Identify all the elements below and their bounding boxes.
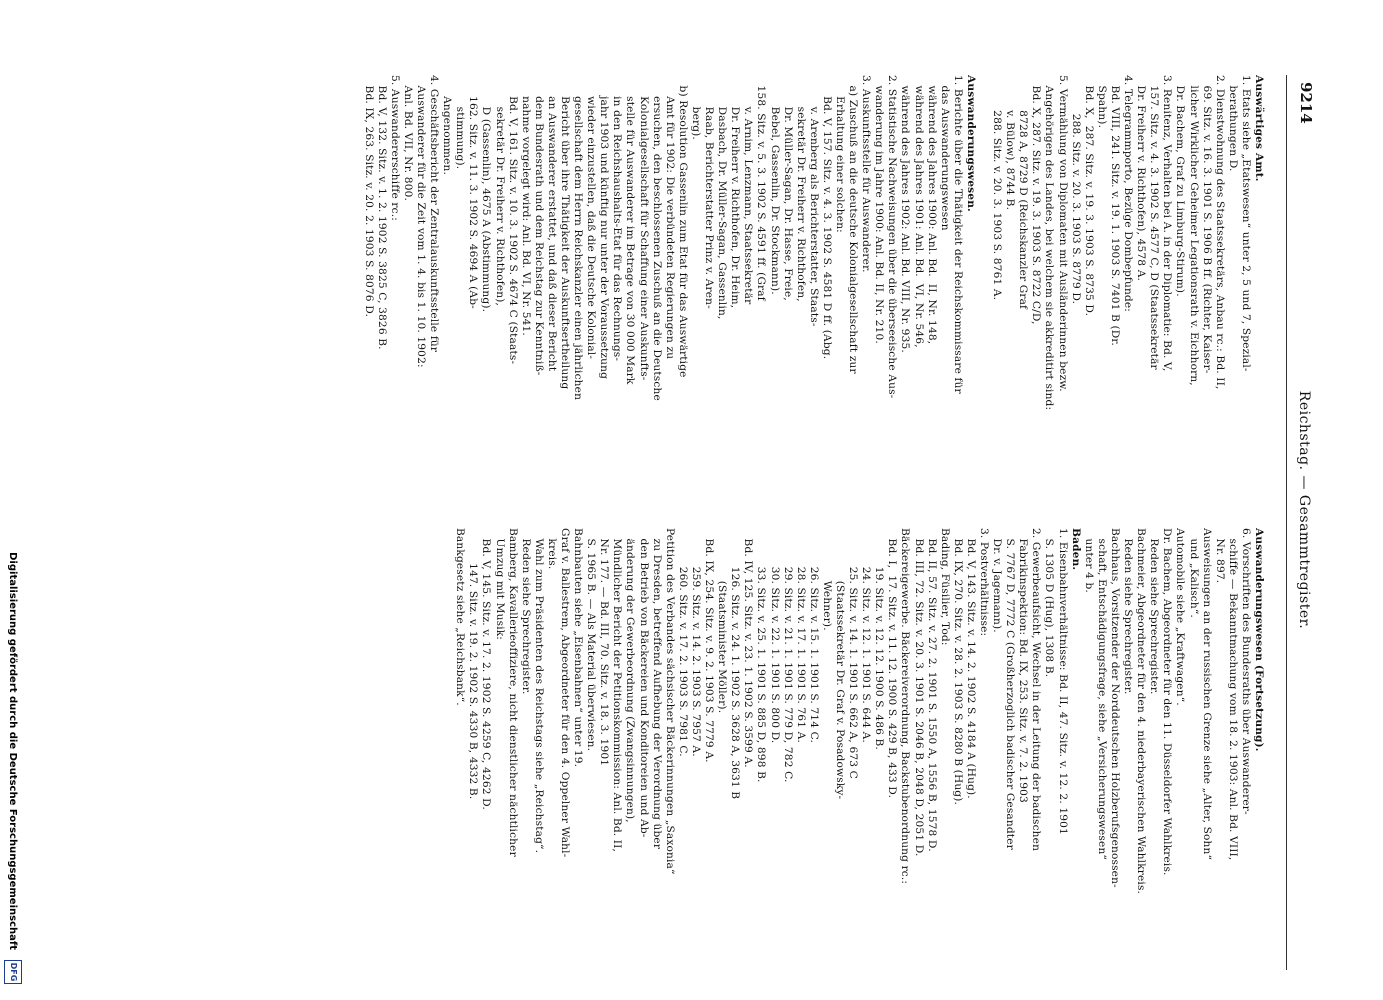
left-column-line: 157. Sitz. v. 4. 3. 1902 S. 4577 C, D (Staatssekretär <box>1148 75 1161 370</box>
right-column-line: Bäckereigewerbe. Bäckereiverordnung, Backstubenordnung rc.: <box>899 528 912 885</box>
left-column-line: sekretär Dr. Freiherr v. Richthofen), <box>493 75 506 307</box>
right-column-line: unter 4 b. <box>1082 528 1095 593</box>
right-column-line: 33. Sitz. v. 25. 1. 1901 S. 885 D, 898 B. <box>755 528 768 783</box>
left-column-line: wieder einzustellen, daß die Deutsche Kolonial- <box>585 75 598 360</box>
right-column-line: Bd. V, 143. Sitz. v. 14. 2. 1902 S. 4184 A (Hug). <box>964 528 977 799</box>
right-column-line: Dr. v. Jagemann). <box>991 528 1004 633</box>
left-column-line: Bd. X, 287. Sitz. v. 19. 3. 1903 S. 8722 C/D, <box>1030 75 1043 325</box>
left-column-line: Kolonialgesellschaft für Schaffung einer Auskunfts- <box>637 75 650 381</box>
right-column-line: 3. Postverhältnisse: <box>978 528 991 637</box>
left-column-line: 288. Sitz. v. 20. 3. 1903 S. 8761 A. <box>991 75 1004 301</box>
right-column-line: 28. Sitz. v. 17. 1. 1901 S. 761 A. <box>794 528 807 743</box>
left-column-line: während des Jahres 1901: Anl. Bd. VI, Nr. 546, <box>912 75 925 348</box>
right-column-line: schiffe — Bekanntmachung vom 18. 2. 1903: Anl. Bd. VIII, <box>1226 528 1239 861</box>
left-column-line: 69. Sitz. v. 16. 3. 1901 S. 1906 B ff. (Richter, Kaiser- <box>1200 75 1213 374</box>
left-column-line: v. Arnim, Lenzmann, Staatssekretär <box>742 75 755 305</box>
right-column-line: Bankgesetz siehe „Reichsbank“. <box>454 528 467 706</box>
right-column-line: (Staatsminister Möller). <box>716 528 729 714</box>
left-column-line: berg). <box>689 75 702 140</box>
right-column-line: Bd. I, 17. Sitz. v. 11. 12. 1900 S. 429 B, 433 D. <box>886 528 899 799</box>
left-column-line: Bd. V, 161. Sitz. v. 10. 3. 1902 S. 4674 C (Staats- <box>506 75 519 365</box>
left-column-line: jahr 1903 und künftig nur unter der Voraussetzung <box>598 75 611 380</box>
right-column-line: Bd. V, 145. Sitz. v. 17. 2. 1902 S. 4259 C, 4262 D. <box>480 528 493 810</box>
left-column-line: licher Wirklicher Geheimer Legationsrath v. Eichhorn, <box>1187 75 1200 386</box>
left-column-line: 2. Dienstwohnung des Staatssekretärs, Anbau rc.: Bd. II, <box>1213 75 1226 390</box>
left-column-line: nahme vorgelegt wird: Anl. Bd. VI, Nr. 541. <box>519 75 532 336</box>
left-column-line: wanderung im Jahre 1900: Anl. Bd. II, Nr. 210. <box>873 75 886 344</box>
left-column-line: an Auswanderer erstattet, und daß dieser Bericht <box>545 75 558 372</box>
left-column-line: Amt für 1902: Die verbündeten Regierungen zu <box>663 75 676 360</box>
right-column-line: (Staatssekretär Dr. Graf v. Posadowsky- <box>834 528 846 800</box>
left-column-line: 288. Sitz. v. 20. 3. 1903 S. 8779 D. <box>1069 75 1082 305</box>
right-column-line: 260. Sitz. v. 17. 2. 1903 S. 7981 C. <box>676 528 689 757</box>
left-column-line: stimmung). <box>454 75 467 170</box>
right-column-line: Wahl zum Präsidenten des Reichstags siehe „Reichstag“. <box>532 528 545 854</box>
left-column-line: 1. Berichte über die Thätigkeit der Reichskommissare für <box>951 75 964 394</box>
left-column-line: 3. Auskunftsstelle für Auswanderer. <box>860 75 873 273</box>
left-column-line: gesellschaft dem Herrn Reichskanzler einen jährlichen <box>572 75 585 401</box>
left-column-line: das Auswanderungswesen <box>938 75 951 231</box>
right-column-line: 25. Sitz. v. 14. 1. 1901 S. 662 A, 673 C <box>847 528 860 779</box>
right-column-line: Bachhaus, Vorsitzender der Norddeutschen Holzberufsgenossen- <box>1108 528 1121 888</box>
right-column-line: 259. Sitz. v. 14. 2. 1903 S. 7957 A. <box>689 528 702 757</box>
left-column-line: 5. Vermählung von Diplomaten mit Ausländerinnen bezw. <box>1056 75 1069 392</box>
left-column-line: sekretär Dr. Freiherr v. Richthofen, <box>794 75 807 302</box>
right-column-line: Ausweisungen an der russischen Grenze siehe „Alter, Sohn“ <box>1200 528 1213 861</box>
dfg-logo: DFG <box>4 960 22 984</box>
funding-note: Digitalisierung gefördert durch die Deutsche Forschungsgemeinschaft <box>7 552 18 950</box>
left-column-line: Dr. Müller-Sagan, Dr. Hasse, Freie, <box>781 75 794 301</box>
left-column-line <box>977 75 990 515</box>
left-column-line: in den Reichshaushalts-Etat für das Rechnungs- <box>611 75 624 362</box>
left-column-line: Erhaltung einer solchen: <box>834 75 846 233</box>
right-column-line: Nr. 177. — Bd. III, 70. Sitz. v. 18. 3. 1901 <box>598 528 611 767</box>
right-column-line: S. 7767 D, 7772 C (Großherzoglich badischer Gesandter <box>1004 528 1017 850</box>
right-column-line: Bahnbauten siehe „Eisenbahnen“ unter 19. <box>572 528 585 768</box>
right-column-line: S. 1305 D (Hug), 1308 B. <box>1043 528 1056 678</box>
left-column-line: 158. Sitz. v. 5. 3. 1902 S. 4591 ff. (Graf <box>755 75 768 301</box>
right-column-line: Bamberg, Kavallerieoffiziere, nicht dienstlicher nächtlicher <box>506 528 519 857</box>
left-column-line: dem Bundesrath und dem Reichstag zur Kenntniß- <box>532 75 545 376</box>
right-column-line: 30. Sitz. v. 22. 1. 1901 S. 800 D. <box>768 528 781 744</box>
left-column-line: während des Jahres 1900: Anl. Bd. II, Nr. 148, <box>925 75 938 345</box>
right-column-line: 26. Sitz. v. 15. 1. 1901 S. 714 C. <box>807 528 820 744</box>
right-column-line: Bd. II, 57. Sitz. v. 27. 2. 1901 S. 1550 A, 1556 B, 1578 D. <box>925 528 938 852</box>
left-column-line: v. Arenberg als Berichterstatter, Staats- <box>807 75 820 327</box>
left-column-line: Anl. Bd. VII, Nr. 800. <box>401 75 414 201</box>
left-column-line: 5. Auswandererschiffe rc.: <box>388 75 401 221</box>
right-column-line: schaft, Entschädigungsfrage, siehe „Versicherungswesen“ <box>1095 528 1108 860</box>
left-column-line: Bd. IX, 263. Sitz. v. 20. 2. 1903 S. 8076 D. <box>362 75 375 317</box>
right-column-line: Bd. IV, 125. Sitz. v. 23. 1. 1902 S. 3599 A. <box>742 528 755 768</box>
left-column-line: Dasbach, Dr. Müller-Sagan, Gassenlin, <box>716 75 729 320</box>
left-column-line: Bd. VIII, 241. Sitz. v. 19. 1. 1903 S. 7401 B (Dr. <box>1108 75 1121 346</box>
right-column-line: 1. Eisenbahnverhältnisse: Bd. II, 47. Sitz. v. 12. 2. 1901 <box>1056 528 1069 835</box>
left-column-line: stelle für Auswanderer im Betrage von 30 000 Mark <box>624 75 637 385</box>
left-column-line: Angehörigen des Landes, bei welchem sie akkreditirt sind: <box>1043 75 1056 411</box>
left-column-line: 4. Geschäftsbericht der Zentralauskunftsstelle für <box>428 75 441 353</box>
right-column-line: 147. Sitz. v. 19. 2. 1902 S. 4330 B, 4332 B. <box>467 528 480 800</box>
left-column-line: Bebel, Gassenlin, Dr. Stockmann). <box>768 75 781 295</box>
left-column-line: Bd. X, 287. Sitz. v. 19. 3. 1903 S. 8735 D. <box>1082 75 1095 317</box>
left-column-line: ersuchen, den beschlossenen Zuschuß an die Deutsche <box>650 75 663 401</box>
left-column-line: 3. Renitenz, Verhalten bei A. in der Diplomatie: Bd. V, <box>1161 75 1174 372</box>
running-head: Reichstag. — Gesammtregister. <box>1296 390 1312 630</box>
right-column-line: 2. Gewerbeaufsicht, Wechsel in der Leitung der badischen <box>1030 528 1043 852</box>
right-column-line: Reden siehe Sprechregister. <box>1148 528 1161 695</box>
right-column-line: Graf v. Ballestrem, Abgeordneter für den 4. Oppelner Wahl- <box>559 528 572 858</box>
right-column-line: Automobile siehe „Kraftwagen“. <box>1174 528 1187 706</box>
right-column <box>70 528 1265 968</box>
right-column-line: 6. Vorschriften des Bundesraths über Auswanderer- <box>1239 528 1252 815</box>
left-column-line: Bd. V, 157. Sitz. v. 4. 3. 1902 S. 4581 D ff. (Abg. <box>820 75 833 360</box>
right-column-line: Reden siehe Sprechregister. <box>519 528 532 695</box>
left-column-line: 8728 A, 8729 D (Reichskanzler Graf <box>1017 75 1030 310</box>
right-column-line: Umzug mit Musik: <box>493 528 506 641</box>
right-column-line: Bachmeier, Abgeordneter für den 4. niederbayerischen Wahlkreis. <box>1135 528 1148 895</box>
header-rule <box>1286 75 1287 970</box>
left-column-line: Spahn). <box>1095 75 1108 129</box>
right-column-line: Petition des Verbandes sächsischer Bäckerinnungen „Saxonia“ <box>663 528 676 875</box>
left-column-line: D (Gassenlin), 4675 A (Abstimmung). <box>480 75 493 313</box>
left-column-line: Raab, Berichterstatter Prinz v. Aren- <box>703 75 716 309</box>
right-column-line: 126. Sitz. v. 24. 1. 1902 S. 3628 A, 3631 B <box>729 528 742 800</box>
left-column-line: Dr. Freiherr v. Richthofen), 4578 A. <box>1135 75 1148 282</box>
left-column-line: 162. Sitz. v. 11. 3. 1902 S. 4694 A (Ab- <box>467 75 480 309</box>
right-column-line: Wehner). <box>820 528 833 631</box>
left-column <box>70 75 1265 515</box>
right-column-line: und „Kalisch“. <box>1187 528 1200 618</box>
right-column-line: Nr. 897. <box>1213 528 1226 584</box>
left-column-line: Angenommen. <box>441 75 454 176</box>
right-column-line: den Betrieb von Bäckereien und Konditoreien und Ab- <box>637 528 650 838</box>
left-column-line: Auswanderer für die Zeit vom 1. 4. bis 1. 10. 1902: <box>415 75 427 368</box>
left-column-line: Bericht über ihre Thätigkeit der Auskunftsertheilung <box>559 75 572 390</box>
left-column-line: Dr. Freiherr v. Richthofen, Dr. Heim, <box>729 75 742 309</box>
left-column-line: während des Jahres 1902: Anl. Bd. VIII, Nr. 935. <box>899 75 912 353</box>
right-column-line: Auswanderungswesen (Fortsetzung). <box>1253 528 1265 752</box>
left-column-line: 1. Etats siehe „Etatswesen“ unter 2, 5 und 7, Spezial- <box>1239 75 1252 372</box>
right-column-line: Mündlicher Bericht der Petitionskommission: Anl. Bd. II, <box>611 528 624 852</box>
page-number: 9214 <box>1297 82 1315 124</box>
left-column-line: berathungen D. <box>1226 75 1239 172</box>
left-column-line: Auswärtiges Amt. <box>1253 75 1265 182</box>
left-column-line: 4. Telegrammporto, Bezüge Dombepfunde: <box>1122 75 1135 313</box>
right-column-line: Bd. IX, 254. Sitz. v. 9. 2. 1903 S. 7779 A. <box>703 528 716 763</box>
left-column-line: v. Bülow), 8744 B. <box>1004 75 1017 211</box>
right-column-line: Bading, Füsilier, Tod: <box>938 528 951 646</box>
left-column-line: Dr. Bachem, Graf zu Limburg-Stirum). <box>1174 75 1187 297</box>
left-column-line: 2. Statistische Nachweisungen über die überseeische Aus- <box>886 75 899 399</box>
left-column-line: a) Zuschuß an die deutsche Kolonialgesellschaft zur <box>847 75 860 374</box>
right-column-line: S. 1965 B. — Als Material überwiesen. <box>585 528 598 752</box>
right-column-line: Dr. Bachem, Abgeordneter für den 11. Düsseldorfer Wahlkreis. <box>1161 528 1174 876</box>
left-column-line: Auswanderungswesen. <box>964 75 977 212</box>
right-column-line: zu Dresden, betreffend Aufhebung der Verordnung über <box>650 528 663 850</box>
left-column-line: b) Resolution Gassenlin zum Etat für das Auswärtige <box>676 75 689 378</box>
right-column-line: änderung der Gewerbeordnung (Zwangsinnungen), <box>624 528 637 823</box>
right-column-line: Bd. IX, 270. Sitz. v. 28. 2. 1903 S. 8280 B (Hug). <box>951 528 964 806</box>
right-column-line: 29. Sitz. v. 21. 1. 1901 S. 779 D, 782 C. <box>781 528 794 783</box>
right-column-line: Reden siehe Sprechregister. <box>1122 528 1135 695</box>
right-column-line: 19. Sitz. v. 12. 12. 1900 S. 486 B. <box>873 528 886 750</box>
left-column-line: Bd. V, 132. Sitz. v. 1. 2. 1902 S. 3825 C, 3826 B. <box>375 75 388 350</box>
right-column-line: Fabrikinspektion: Bd. IX, 253. Sitz. v. 7. 2. 1903 <box>1017 528 1030 803</box>
right-column-line: Bd. III, 72. Sitz. v. 20. 3. 1901 S. 2046 B, 2048 D, 2051 D. <box>912 528 925 857</box>
right-column-line: 24. Sitz. v. 12. 1. 1901 S. 644 A. <box>860 528 873 743</box>
right-column-line: kreis. <box>545 528 558 570</box>
right-column-line: Baden. <box>1069 528 1082 571</box>
